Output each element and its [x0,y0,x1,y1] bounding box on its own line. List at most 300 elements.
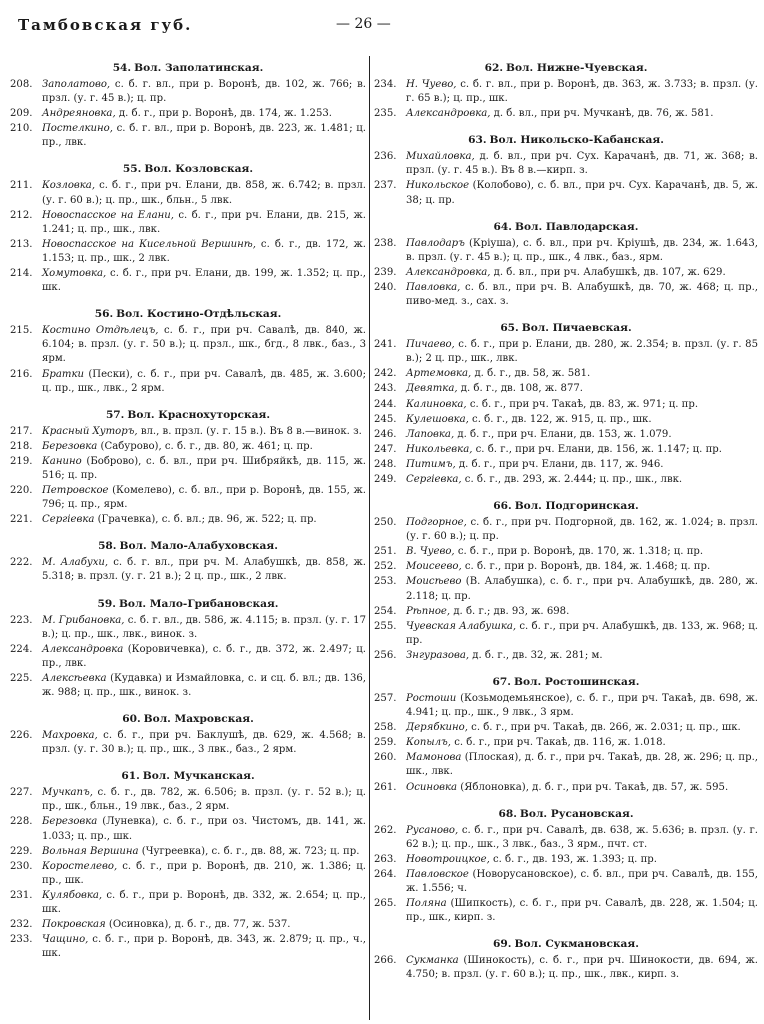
settlement-name: Чащино, [42,934,89,946]
settlement-entry [10,845,366,859]
entry-number: 217. [10,425,33,437]
entry-number: 208. [10,79,33,90]
settlement-entry [10,122,366,150]
settlement-entry [10,440,366,454]
settlement-name: Александровка, [406,266,491,278]
entry-number: 262. [374,824,397,836]
settlement-details: (Козьмодемьянское), с. б. г., при рч. Такаѣ, дв. 698, ж. 4.941; ц. пр., шк., 9 лвк., 3 ярм. [406,693,758,719]
settlement-details: с. б. г., дв. 782, ж. 6.506; в. прзл. (у. г. 52 в.); ц. пр., шк., бльн., 19 лвк., баз., 2 ярм. [42,787,366,813]
settlement-entry [374,605,758,619]
section-gap [10,586,366,594]
settlement-name: Хомутовка, [42,268,107,280]
section-heading [374,58,758,78]
settlement-details: д. б. г., дв. 32, ж. 281; м. [469,649,603,661]
settlement-details: с. б. г., при рч. Елани, дв. 858, ж. 6.742; в. прзл. (у. г. 60 в.); ц. пр., шк., бльн., 5 лвк. [42,180,366,206]
settlement-details: (Комелево), с. б. вл., при р. Воронѣ, дв. 155, ж. 796; ц. пр., ярм. [42,485,366,511]
settlement-details: с. б. г., при рч. Елани, дв. 199, ж. 1.352; ц. пр., шк. [42,268,366,294]
entry-number: 210. [10,123,33,135]
settlement-name: Русаново, [406,824,459,836]
settlement-entry [10,614,366,642]
section-number: 65. [500,322,519,335]
section-number: 66. [493,500,512,513]
settlement-details: с. б. г. вл., при рч. М. Алабушкѣ, дв. 858, ж. 5.318; в. прзл. (у. г. 21 в.); 2 ц. пр., шк., 2 лвк. [42,557,366,583]
settlement-details: с. б. г., при рч. Такаѣ, дв. 266, ж. 2.031; ц. пр., шк. [467,722,741,734]
section-gap [374,122,758,130]
settlement-name: Канино [42,455,82,467]
settlement-details: с. б. г., при рч. Такаѣ, дв. 116, ж. 1.018. [450,737,666,749]
settlement-entry [10,484,366,512]
entry-number: 219. [10,455,33,467]
settlement-entry [374,150,758,178]
settlement-name: М. Грибановка, [42,614,125,626]
section-gap [374,310,758,318]
settlement-details: (Пески), с. б. г., при рч. Савалѣ, дв. 485, ж. 3.600; ц. пр., шк., лвк., 2 ярм. [42,368,366,394]
settlement-details: с. б. г. вл., при р. Воронѣ, дв. 223, ж. 1.481; ц. пр., лвк. [42,123,366,149]
section-gap [374,984,758,992]
settlement-entry [374,736,758,750]
section-number: 57. [105,408,125,421]
volost-section [10,304,366,404]
settlement-entry [374,721,758,735]
page-title: Тамбовская губ. [18,16,193,34]
entry-number: 229. [10,845,33,857]
section-number: 55. [122,163,142,176]
settlement-details: (Шинокость), с. б. г., при рч. Шинокости, дв. 694, ж. 4.750; в. прзл. (у. г. 60 в.); ц. пр., шк., лвк., кирп. з. [406,955,758,981]
settlement-name: Павловка, [406,281,461,293]
settlement-entry [10,455,366,483]
settlement-details: (Кудавка) и Измайловка, с. и сц. б. вл.; дв. 136, ж. 988; ц. пр., шк., винок. з. [42,672,366,698]
section-number: 64. [493,220,512,233]
settlement-details: с. б. г., дв. 293, ж. 2.444; ц. пр., шк., лвк. [461,473,683,485]
section-title: Вол. Пичаевская. [521,322,632,335]
settlement-name: Дерябкино, [406,722,468,734]
settlement-entry [10,933,366,961]
entry-number: 233. [10,934,33,946]
entry-number: 249. [374,473,397,485]
volost-section [10,709,366,766]
section-gap [374,796,758,804]
volost-section [374,934,758,991]
section-heading [374,496,758,516]
section-number: 56. [94,308,114,321]
section-heading [374,672,758,692]
settlement-name: Чуевская Алабушка, [406,620,517,632]
entry-number: 212. [10,209,33,221]
settlement-details: (Луневка), с. б. г., при оз. Чистомъ, дв. 141, ж. 1.033; ц. пр., шк. [42,816,366,842]
entry-number: 235. [374,108,397,120]
section-number: 63. [468,134,487,147]
settlement-entry [374,281,758,309]
entry-number: 234. [374,79,397,90]
column-divider [369,56,370,1020]
entry-number: 260. [374,752,397,764]
volost-section [374,496,758,672]
settlement-entry [374,545,758,559]
settlement-name: Копылъ, [406,737,451,749]
section-gap [10,296,366,304]
settlement-entry [374,781,758,795]
entry-number: 254. [374,605,397,617]
entry-number: 243. [374,383,397,395]
entry-number: 231. [10,889,33,901]
entry-number: 239. [374,266,397,278]
entry-number: 247. [374,443,397,455]
settlement-name: Постелкино, [42,123,113,135]
settlement-details: с. б. вл., при рч. В. Алабушкѣ, дв. 70, ж. 468; ц. пр., пиво-мед. з., сах. з. [406,281,758,308]
settlement-details: с. б. г., при рч. Баклушѣ, дв. 629, ж. 4.568; в. прзл. (у. г. 30 в.); ц. пр., шк., 3 лвк., баз., 2 ярм. [42,730,366,756]
volost-section [10,536,366,593]
settlement-details: с. б. г., при рч. Савалѣ, дв. 638, ж. 5.636; в. прзл. (у. г. 62 в.); ц. пр., шк., 3 лвк., баз., 3 ярм., пчт. ст. [406,824,758,850]
section-title: Вол. Махровская. [143,713,254,726]
volost-section [10,405,366,537]
settlement-details: с. б. г., при р. Елани, дв. 280, ж. 2.354; в. прзл. (у. г. 85 в.); 2 ц. пр., шк., лвк. [406,339,758,365]
section-heading [10,766,366,786]
section-gap [374,664,758,672]
settlement-details: с. б. г., при рч. Елани, дв. 156, ж. 1.147; ц. пр. [472,443,722,455]
settlement-entry [374,413,758,427]
settlement-name: Знгуразова, [406,649,470,661]
settlement-name: Березовка [42,440,98,452]
section-number: 68. [498,807,517,820]
settlement-name: Новоспасское на Елани, [42,209,174,221]
section-heading [10,58,366,78]
settlement-details: д. б. г., дв. 108, ж. 877. [457,383,584,395]
section-title: Вол. Мало-Алабуховская. [119,540,278,553]
settlement-name: Покровская [42,919,106,931]
entry-number: 264. [374,868,397,880]
settlement-name: Рѣпное, [406,605,451,617]
settlement-name: Сукманка [406,955,459,967]
settlement-details: (Грачевка), с. б. вл.; дв. 96, ж. 522; ц. пр. [94,514,317,526]
entry-number: 252. [374,561,397,573]
section-title: Вол. Павлодарская. [514,220,639,233]
settlement-name: Моисеево, [406,561,462,573]
volost-section [374,318,758,496]
settlement-name: В. Чуево, [406,546,455,558]
entry-number: 214. [10,268,33,280]
section-number: 60. [122,713,141,726]
settlement-details: с. б. г. вл., при р. Воронѣ, дв. 363, ж. 3.733; в. прзл. (у. г. 65 в.); ц. пр., шк. [406,79,758,105]
page-number: — 26 — [336,16,391,32]
section-heading [374,804,758,824]
settlement-name: Петровское [42,485,109,497]
settlement-entry [374,751,758,779]
section-number: 59. [97,597,116,610]
entry-number: 218. [10,440,33,452]
settlement-name: Алексѣевка [42,672,107,684]
settlement-name: Артемовка, [406,368,472,380]
entry-number: 257. [374,693,397,704]
section-title: Вол. Русановская. [519,807,634,820]
section-title: Вол. Подгоринская. [514,500,639,513]
settlement-entry [374,954,758,982]
settlement-name: Александровка [42,643,124,655]
section-title: Вол. Ростошинская. [513,676,640,688]
settlement-name: Сергiевка, [406,473,462,485]
settlement-name: Никольское [406,180,470,192]
section-title: Вол. Мало-Грибановская. [118,597,279,610]
section-title: Вол. Сукмановская. [514,938,639,951]
entry-number: 244. [374,398,397,410]
section-heading [10,536,366,556]
settlement-name: Вольная Вершина [42,845,139,857]
settlement-details: с. б. г., при рч. Елани, дв. 215, ж. 1.241; ц. пр., шк., лвк. [42,209,366,235]
entry-number: 209. [10,108,33,120]
entry-number: 228. [10,816,33,828]
settlement-entry [374,338,758,366]
settlement-details: (Яблоновка), д. б. г., при рч. Такаѣ, дв. 57, ж. 595. [457,781,729,793]
settlement-name: Братки [42,368,84,380]
section-gap [10,962,366,970]
entry-number: 226. [10,730,33,742]
settlement-name: Мучкапъ, [42,787,93,799]
entry-number: 227. [10,787,33,799]
settlement-name: Костино Отдѣлецъ, [42,325,159,337]
settlement-entry [374,620,758,648]
settlement-details: (Колобово), с. б. вл., при рч. Сух. Карачанѣ, дв. 5, ж. 38; ц. пр. [406,180,758,206]
settlement-name: Коростелево, [42,860,118,872]
settlement-entry [10,672,366,700]
settlement-entry [374,78,758,106]
entry-number: 253. [374,576,397,588]
settlement-details: с. б. г., при рч. Подгорной, дв. 162, ж. 1.024; в. прзл. (у. г. 60 в.); ц. пр. [406,517,758,543]
settlement-details: (Крiуша), с. б. вл., при рч. Крiушѣ, дв. 234, ж. 1.643, в. прзл. (у. г. 45 в.); ц. пр., шк., 4 лвк., баз., ярм. [406,237,758,263]
settlement-details: д. б. вл., при рч. Сух. Карачанѣ, дв. 71, ж. 368; в. прзл. (у. г. 45 в.). Въ 8 в.—кирп. з. [406,151,758,177]
settlement-name: Лаповка, [406,428,455,440]
entry-number: 261. [374,781,397,793]
settlement-details: с. б. г., при р. Воронѣ, дв. 332, ж. 2.654; ц. пр., шк. [42,889,366,916]
settlement-name: Красный Хуторъ, [42,425,138,437]
section-title: Вол. Мучканская. [142,770,255,783]
settlement-details: с. б. г., при р. Воронѣ, дв. 343, ж. 2.879; ц. пр., ч., шк. [42,934,366,960]
settlement-entry [10,729,366,757]
settlement-name: Павлодаръ [406,237,465,249]
entry-number: 213. [10,238,33,250]
entry-number: 259. [374,737,397,749]
settlement-entry [374,560,758,574]
volost-section [10,766,366,970]
left-column [10,58,366,1020]
settlement-entry [10,786,366,814]
settlement-name: Кулябовка, [42,889,103,901]
entry-number: 251. [374,546,397,558]
section-title: Вол. Заполатинская. [134,62,264,74]
settlement-entry [374,692,758,720]
settlement-name: Андреяновка, [42,108,116,120]
entry-number: 265. [374,898,397,910]
volost-section [10,58,366,159]
settlement-entry [10,513,366,527]
settlement-entry [10,860,366,888]
settlement-entry [374,458,758,472]
settlement-name: Моисѣево [406,576,462,588]
settlement-entry [374,824,758,852]
section-heading [10,159,366,179]
settlement-entry [10,238,366,266]
settlement-details: с. б. г., при р. Воронѣ, дв. 184, ж. 1.468; ц. пр. [461,561,711,573]
settlement-entry [374,237,758,265]
section-title: Вол. Краснохуторская. [127,408,271,421]
settlement-entry [10,78,366,106]
entry-number: 263. [374,853,397,865]
settlement-name: Новоспасское на Кисельной Вершинѣ, [42,238,256,250]
settlement-name: Мамонова [406,752,462,764]
entry-number: 222. [10,557,33,569]
volost-section [374,672,758,804]
volost-section [374,58,758,130]
section-title: Вол. Козловская. [144,163,254,176]
section-heading [10,304,366,324]
settlement-name: Козловка, [42,180,96,192]
settlement-name: Поляна [406,898,447,910]
settlement-details: с. б. г. вл., дв. 586, ж. 4.115; в. прзл. (у. г. 17 в.); ц. пр., шк., лвк., винок. з. [42,614,366,640]
settlement-details: д. б. г., дв. 58, ж. 581. [471,368,591,380]
settlement-entry [10,209,366,237]
settlement-entry [10,815,366,843]
settlement-name: М. Алабухи, [42,557,109,569]
section-number: 61. [121,770,140,783]
entry-number: 255. [374,620,397,632]
entry-number: 216. [10,368,33,380]
settlement-entry [10,368,366,396]
volost-section [10,159,366,304]
section-heading [374,217,758,237]
settlement-entry [374,398,758,412]
settlement-name: Михайловка, [406,151,475,163]
settlement-details: с. б. г., дв. 193, ж. 1.393; ц. пр. [489,853,657,865]
settlement-name: Питимъ, [406,458,456,470]
settlement-name: Махровка, [42,730,98,742]
settlement-entry [10,179,366,207]
entry-number: 245. [374,413,397,425]
section-gap [10,758,366,766]
settlement-entry [374,179,758,207]
settlement-entry [374,367,758,381]
entry-number: 223. [10,614,33,626]
volost-section [374,130,758,216]
section-gap [10,701,366,709]
section-title: Вол. Костино-Отдѣльская. [116,308,282,321]
settlement-name: Павловское [406,868,469,880]
settlement-details: (Шипкость), с. б. г., при рч. Савалѣ, дв. 228, ж. 1.504; ц. пр., шк., кирп. з. [406,898,758,924]
settlement-entry [374,868,758,896]
settlement-name: Березовка [42,816,98,828]
section-title: Вол. Никольско-Кабанская. [489,134,664,147]
settlement-entry [374,897,758,925]
settlement-name: Сергіевка [42,514,95,526]
page-header [14,14,754,36]
settlement-entry [10,107,366,121]
settlement-details: (Чугреевка), с. б. г., дв. 88, ж. 723; ц. пр. [138,845,360,857]
section-heading [10,709,366,729]
settlement-entry [10,889,366,917]
entry-number: 237. [374,180,397,192]
settlement-entry [10,425,366,439]
entry-number: 248. [374,458,397,470]
settlement-name: Заполатово, [42,79,111,90]
settlement-details: с. б. г., при р. Воронѣ, дв. 210, ж. 1.386; ц. пр., шк. [42,860,366,886]
settlement-details: вл., в. прзл. (у. г. 15 в.). Въ 8 в.—винок. з. [137,425,362,437]
section-gap [10,151,366,159]
settlement-entry [10,267,366,295]
settlement-entry [10,324,366,366]
entry-number: 266. [374,955,397,967]
settlement-name: Александровка, [406,108,491,120]
settlement-entry [10,556,366,584]
settlement-name: Н. Чуево, [406,79,457,90]
volost-section [10,594,366,710]
settlement-entry [10,643,366,671]
entry-number: 256. [374,649,397,661]
section-heading [374,130,758,150]
entry-number: 238. [374,237,397,249]
settlement-name: Ростоши [406,693,457,704]
settlement-details: д. б. вл., при рч. Алабушкѣ, дв. 107, ж. 629. [490,266,726,278]
settlement-entry [374,649,758,663]
entry-number: 230. [10,860,33,872]
volost-section [374,804,758,935]
settlement-entry [374,428,758,442]
entry-number: 258. [374,722,397,734]
settlement-name: Девятка, [406,383,458,395]
section-heading [10,405,366,425]
settlement-name: Пичаево, [406,339,455,351]
section-gap [10,397,366,405]
section-gap [374,488,758,496]
settlement-details: д. б. г., при р. Воронѣ, дв. 174, ж. 1.253. [115,108,332,120]
entry-number: 211. [10,180,33,192]
settlement-details: с. б. г., при рч. Такаѣ, дв. 83, ж. 971; ц. пр. [466,398,699,410]
section-heading [374,318,758,338]
entry-number: 220. [10,485,33,497]
volost-section [374,217,758,318]
settlement-entry [374,443,758,457]
settlement-details: с. б. г., дв. 122, ж. 915, ц. пр., шк. [468,413,652,425]
settlement-details: с. б. г., при рч. Алабушкѣ, дв. 133, ж. 968; ц. пр. [406,620,758,646]
settlement-entry [374,382,758,396]
section-number: 54. [112,62,132,74]
settlement-details: (В. Алабушка), с. б. г., при рч. Алабушкѣ, дв. 280, ж. 2.118; ц. пр. [406,576,758,602]
settlement-details: с. б. г., при рч. Савалѣ, дв. 840, ж. 6.104; в. прзл. (у. г. 50 в.); ц. прзл., шк., бгд., 8 лвк., баз., 3 ярм. [42,325,366,365]
section-number: 58. [98,540,117,553]
settlement-details: д. б. вл., при рч. Мучканѣ, дв. 76, ж. 581. [490,108,714,120]
entry-number: 241. [374,339,397,351]
entry-number: 242. [374,368,397,380]
settlement-name: Кулешовка, [406,413,469,425]
entry-number: 215. [10,325,33,337]
settlement-name: Подгорное, [406,517,467,529]
section-title: Вол. Нижне-Чуевская. [506,62,648,74]
settlement-entry [374,575,758,603]
section-number: 69. [493,938,512,951]
settlement-entry [374,516,758,544]
settlement-details: д. б. г., при рч. Елани, дв. 117, ж. 946. [455,458,664,470]
settlement-details: (Коровичевка), с. б. г., дв. 372, ж. 2.497; ц. пр., лвк. [42,643,366,669]
entry-number: 250. [374,517,397,529]
settlement-details: д. б. г.; дв. 93, ж. 698. [450,605,570,617]
settlement-details: (Плоская), д. б. г., при рч. Такаѣ, дв. 28, ж. 296; ц. пр., шк., лвк. [406,752,758,778]
settlement-details: (Осиновка), д. б. г., дв. 77, ж. 537. [105,919,291,931]
entry-number: 224. [10,643,33,655]
entry-number: 240. [374,281,397,293]
section-gap [374,926,758,934]
settlement-details: (Боброво), с. б. вл., при рч. Шибряйкѣ, дв. 115, ж. 516; ц. пр. [42,455,366,481]
settlement-entry [374,266,758,280]
settlement-name: Осиновка [406,781,458,793]
settlement-name: Калиновка, [406,398,467,410]
settlement-details: (Новорусановское), с. б. вл., при рч. Савалѣ, дв. 155, ж. 1.556; ч. [406,868,758,895]
section-gap [374,209,758,217]
